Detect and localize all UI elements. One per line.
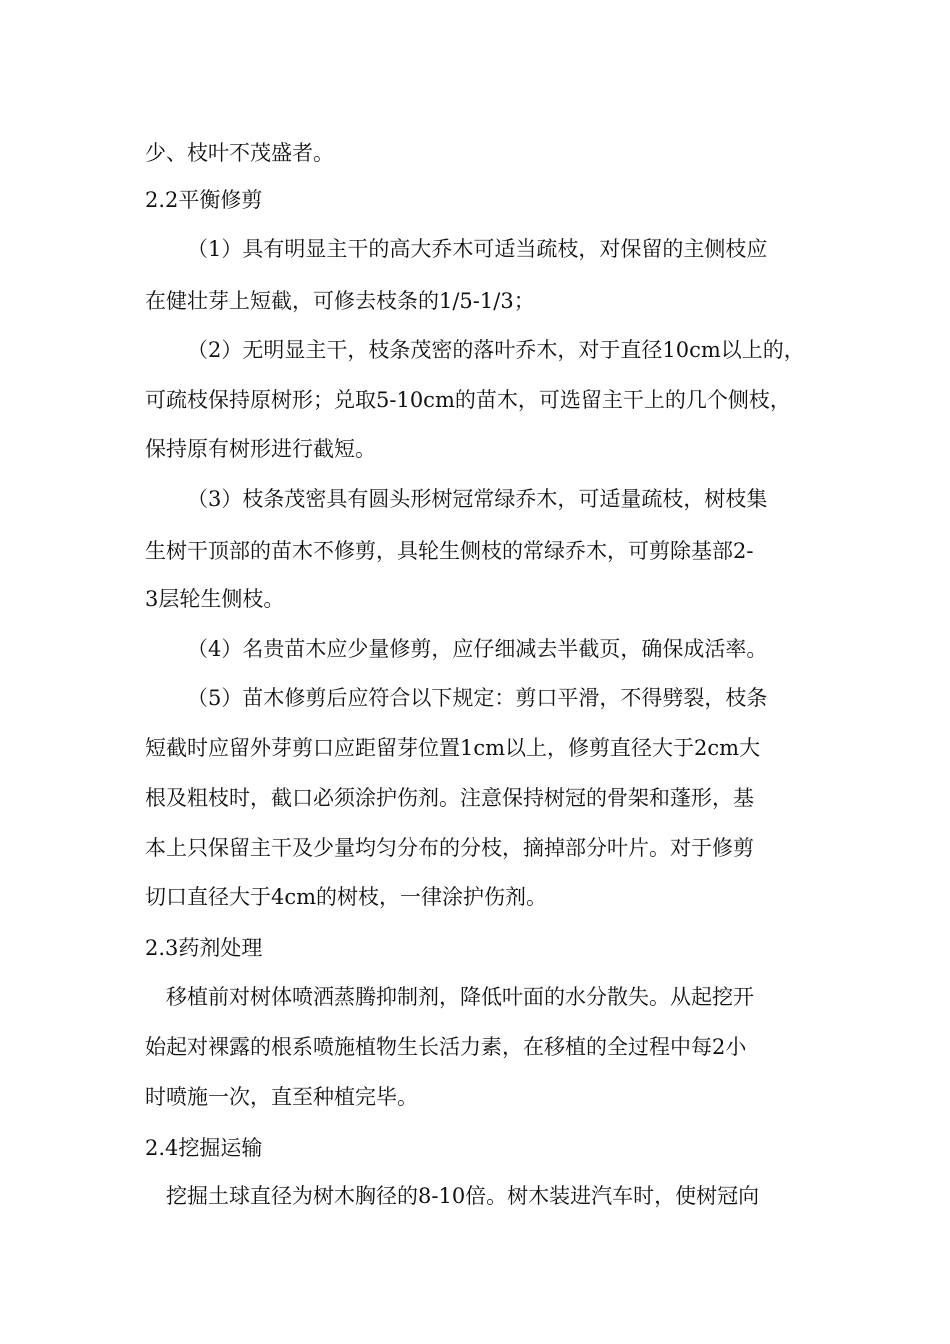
text-line: 移植前对树体喷洒蒸腾抑制剂，降低叶面的水分散失。从起挖开 — [166, 985, 754, 1009]
text-line: 保持原有树形进行截短。 — [145, 437, 376, 461]
text-line: 根及粗枝时，截口必须涂护伤剂。注意保持树冠的骨架和蓬形，基 — [145, 786, 754, 810]
section-heading: 2.2平衡修剪 — [145, 188, 263, 212]
text-line: 本上只保留主干及少量均匀分布的分枝，摘掉部分叶片。对于修剪 — [145, 836, 754, 860]
text-line: （5）苗木修剪后应符合以下规定：剪口平滑，不得劈裂，枝条 — [187, 686, 768, 710]
text-line: 始起对裸露的根系喷施植物生长活力素，在移植的全过程中每2小 — [145, 1035, 747, 1059]
text-line: （3）枝条茂密具有圆头形树冠常绿乔木，可适量疏枝，树枝集 — [187, 487, 768, 511]
text-line: （1）具有明显主干的高大乔木可适当疏枝，对保留的主侧枝应 — [187, 237, 768, 261]
text-line: 切口直径大于4cm的树枝，一律涂护伤剂。 — [145, 885, 548, 909]
section-heading: 2.4挖掘运输 — [145, 1136, 263, 1160]
text-line: 在健壮芽上短截，可修去枝条的1/5-1/3； — [145, 289, 535, 313]
text-line: 少、枝叶不茂盛者。 — [145, 141, 334, 165]
text-line: 生树干顶部的苗木不修剪，具轮生侧枝的常绿乔木，可剪除基部2- — [145, 539, 754, 563]
text-line: 挖掘土球直径为树木胸径的8-10倍。树木装进汽车时，使树冠向 — [166, 1184, 760, 1208]
text-line: 可疏枝保持原树形；兑取5-10cm的苗木，可选留主干上的几个侧枝， — [145, 388, 791, 412]
text-line: 时喷施一次，直至种植完毕。 — [145, 1085, 418, 1109]
text-line: 短截时应留外芽剪口应距留芽位置1cm以上，修剪直径大于2cm大 — [145, 736, 761, 760]
section-heading: 2.3药剂处理 — [145, 936, 263, 960]
text-line: （4）名贵苗木应少量修剪，应仔细减去半截页，确保成活率。 — [187, 637, 768, 661]
text-line: 3层轮生侧枝。 — [145, 587, 285, 611]
text-line: （2）无明显主干，枝条茂密的落叶乔木，对于直径10cm以上的， — [187, 338, 805, 362]
